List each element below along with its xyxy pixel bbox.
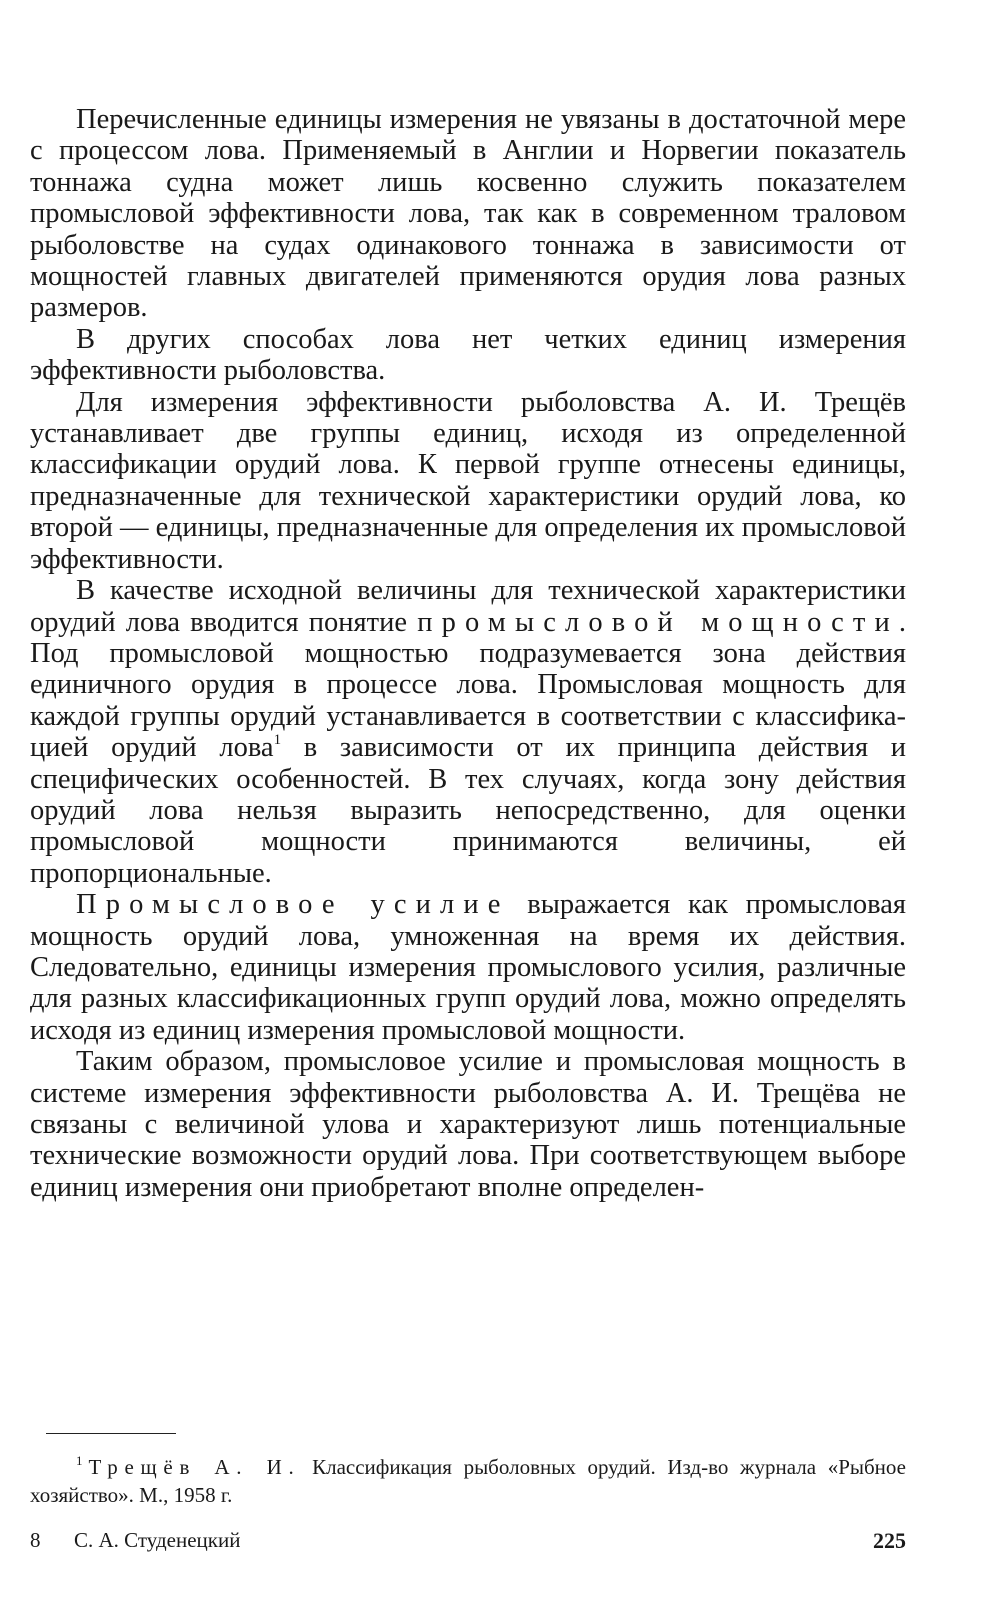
footnote-marker: 1 [76, 1453, 83, 1468]
page-body [30, 104, 906, 1203]
paragraph: В других способах лова нет четких единиц измерения эффективности рыболовства. [30, 323, 906, 387]
signature-author: С. А. Студенецкий [74, 1528, 241, 1552]
paragraph-text: в зависимости от их принципа действия и специфических особенностей. В тех случаях, когда зону действия орудий лова нельзя выразить непосредственно, для оценки промысловой мощности принимаются величины, ей пропорциональные. [30, 732, 906, 889]
footnote-reference: 1 [273, 732, 282, 749]
paragraph [30, 889, 906, 1046]
paragraph [30, 575, 906, 889]
page-number: 225 [873, 1528, 906, 1553]
paragraph: Таким образом, промысловое усилие и промысловая мощность в системе измерения эффективности рыболовства А. И. Трещёва не связаны с величиной улова и характеризуют лишь потенциальные технические возможности орудий лова. При соответствующем выборе единиц измерения они приобретают вполне определен- [30, 1046, 906, 1203]
paragraph: Для измерения эффективности рыболовства А. И. Трещёв устанавливает две группы единиц, исходя из определенной классификации орудий лова. К первой группе отнесены единицы, предназначенные для технической характеристики орудий лова, ко второй — единицы, предназначенные для определения их промысловой эффективности. [30, 386, 907, 575]
paragraph-text: В качестве исходной величины для технической характеристики орудий лова вводится понятие [30, 575, 906, 638]
signature-number: 8 [30, 1528, 41, 1552]
emphasized-term: промысловой мощности [417, 606, 899, 638]
page-footer [30, 1528, 906, 1562]
paragraph-text: . Под промысловой мощностью подразумевается зона действия единичного орудия в процессе лова. Промысловая мощность для каждой группы орудий устанавливается в соответствии с классификацией орудий лова [30, 606, 907, 764]
footnote-author: Трещёв А. И. [88, 1455, 301, 1479]
emphasized-term: Промысловое усилие [76, 889, 510, 921]
footnote-text: Классификация рыболовных орудий. Изд-во журнала «Рыбное хозяйство». М., 1958 г. [30, 1455, 906, 1507]
paragraph: Перечисленные единицы измерения не увязаны в достаточной мере с процессом лова. Применяемый в Англии и Норвегии показатель тоннажа судна может лишь косвенно служить показателем промысловой эффективности лова, так как в современном траловом рыболовстве на судах одинакового тоннажа в зависимости от мощностей главных двигателей применяются орудия лова разных размеров. [30, 104, 906, 324]
footnote-divider [46, 1433, 176, 1434]
paragraph-text: выражается как промысловая мощность орудий лова, умноженная на время их действия. Следовательно, единицы измерения промыслового усилия, различные для разных классификационных групп орудий лова, можно определять исходя из единиц измерения промысловой мощности. [30, 889, 906, 1046]
footnote [30, 1453, 906, 1509]
